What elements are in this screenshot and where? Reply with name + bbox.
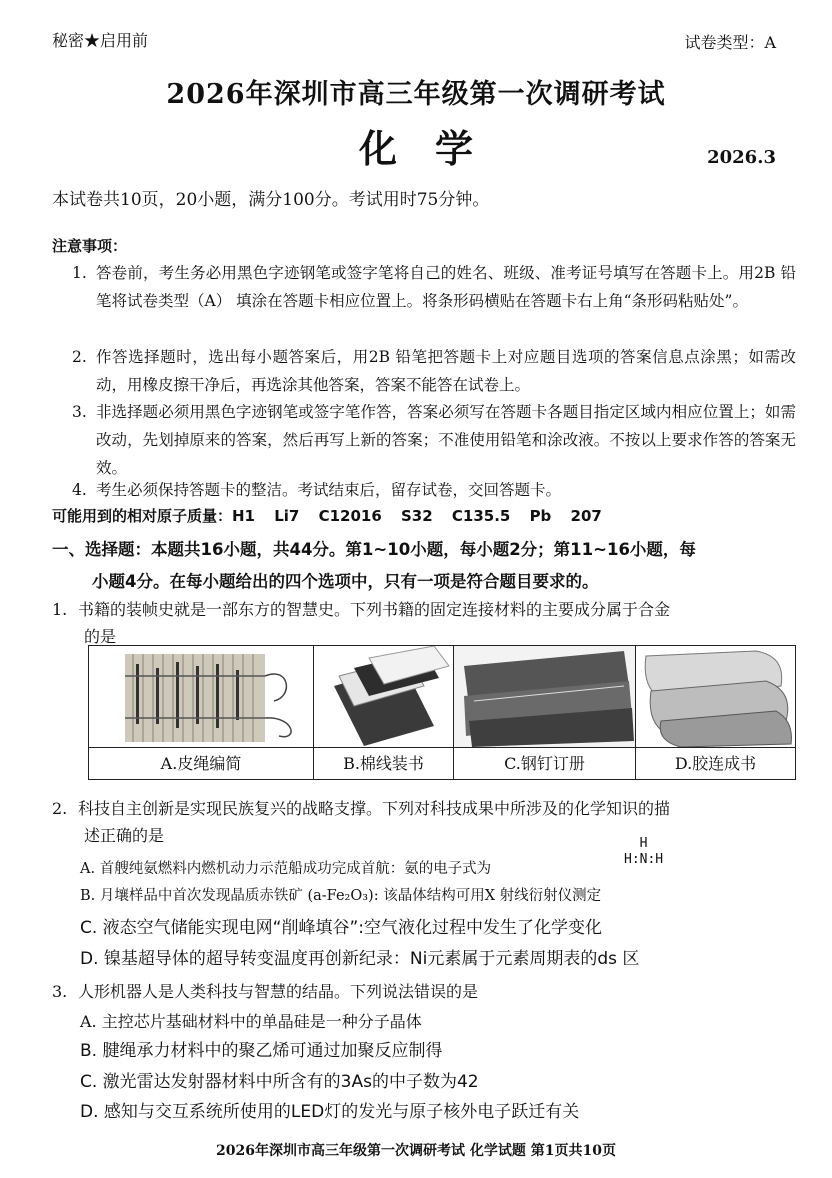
- question-3: [52, 978, 792, 1005]
- q3-option-d: D. 感知与交互系统所使用的LED灯的发光与原子核外电子跃迁有关: [80, 1102, 580, 1122]
- stapled-booklets-image: [454, 646, 636, 747]
- question-number: 3.: [52, 982, 68, 1001]
- exam-intro: 本试卷共10页，20小题，满分100分。考试用时75分钟。: [52, 190, 490, 210]
- secret-label: 秘密★启用前: [52, 31, 149, 50]
- thread-bound-books-image: [314, 646, 454, 747]
- question-stem: 书籍的装帧史就是一部东方的智慧史。下列书籍的固定连接材料的主要成分属于合金: [78, 600, 671, 619]
- subject-title: 化学: [358, 126, 511, 171]
- section-line-2: 小题4分。在每小题给出的四个选项中，只有一项是符合题目要求的。: [92, 572, 599, 591]
- section-line-1: 一、选择题：本题共16小题，共44分。第1~10小题，每小题2分；第11~16小题，每: [52, 540, 696, 559]
- ammonia-lewis-structure: [624, 836, 663, 868]
- question-stem-cont: 的是: [84, 627, 117, 646]
- note-number: 2.: [72, 348, 87, 366]
- exam-title: 2026年深圳市高三年级第一次调研考试: [166, 79, 666, 110]
- note-item: [72, 343, 796, 399]
- lewis-top-h: H: [639, 836, 648, 851]
- note-text: 作答选择题时，选出每小题答案后，用2B 铅笔把答题卡上对应题目选项的答案信息点涂黑；如需改动，用橡皮擦干净后，再选涂其他答案，答案不能答在试卷上。: [96, 348, 796, 394]
- exam-date: 2026.3: [707, 147, 776, 168]
- question-number: 2.: [52, 799, 68, 818]
- q3-option-a: A. 主控芯片基础材料中的单晶硅是一种分子晶体: [80, 1012, 422, 1031]
- q2-option-c: C. 液态空气储能实现电网“削峰填谷”:空气液化过程中发生了化学变化: [80, 918, 603, 938]
- note-item: [72, 476, 796, 504]
- option-d-caption: D.胶连成书: [636, 747, 795, 779]
- question-number: 1.: [52, 600, 68, 619]
- note-item: [72, 398, 796, 482]
- option-image-table: [88, 645, 796, 780]
- notes-title: 注意事项：: [52, 237, 128, 255]
- bamboo-slips-image: [89, 646, 314, 747]
- q3-option-b: B. 腱绳承力材料中的聚乙烯可通过加聚反应制得: [80, 1041, 443, 1061]
- atomic-mass-line: 可能用到的相对原子质量：H1 Li7 C12016 S32 C135.5 Pb 207: [52, 507, 602, 525]
- page-footer: 2026年深圳市高三年级第一次调研考试 化学试题 第1页共10页: [216, 1143, 616, 1159]
- note-number: 3.: [72, 403, 87, 421]
- note-number: 4.: [72, 481, 87, 499]
- note-text: 答卷前，考生务必用黑色字迹钢笔或签字笔将自己的姓名、班级、准考证号填写在答题卡上。用2B 铅笔将试卷类型（A） 填涂在答题卡相应位置上。将条形码横贴在答题卡右上角“条形码粘贴处”。: [96, 264, 796, 310]
- option-a-caption: A.皮绳编简: [89, 747, 314, 779]
- question-2: [52, 795, 792, 849]
- q2-option-d: D. 镍基超导体的超导转变温度再创新纪录：Ni元素属于元素周期表的ds 区: [80, 949, 640, 969]
- glue-bound-books-image: [636, 646, 795, 747]
- paper-type: 试卷类型：A: [684, 33, 776, 52]
- note-number: 1.: [72, 264, 87, 282]
- question-stem: 科技自主创新是实现民族复兴的战略支撑。下列对科技成果中所涉及的化学知识的描: [78, 799, 671, 818]
- q2-option-b: B. 月壤样品中首次发现晶质赤铁矿 (a-Fe₂O₃): 该晶体结构可用X 射线衍射仪测定: [80, 888, 602, 904]
- question-stem: 人形机器人是人类科技与智慧的结晶。下列说法错误的是: [78, 982, 479, 1001]
- lewis-main: H:N:H: [624, 852, 664, 867]
- option-c-caption: C.钢钉订册: [454, 747, 636, 779]
- section-heading: [52, 534, 792, 598]
- q2-option-a: A. 首艘纯氨燃料内燃机动力示范船成功完成首航：氨的电子式为: [80, 861, 492, 877]
- note-text: 考生必须保持答题卡的整洁。考试结束后，留存试卷，交回答题卡。: [96, 481, 562, 499]
- note-item: [72, 259, 796, 315]
- question-stem-cont: 述正确的是: [84, 826, 165, 845]
- note-text: 非选择题必须用黑色字迹钢笔或签字笔作答，答案必须写在答题卡各题目指定区域内相应位置上；如需改动，先划掉原来的答案，然后再写上新的答案；不准使用铅笔和涂改液。不按以上要求作答的答案无效。: [96, 403, 796, 477]
- option-b-caption: B.棉线装书: [314, 747, 454, 779]
- question-1: [52, 596, 792, 650]
- q3-option-c: C. 激光雷达发射器材料中所含有的3As的中子数为42: [80, 1072, 479, 1092]
